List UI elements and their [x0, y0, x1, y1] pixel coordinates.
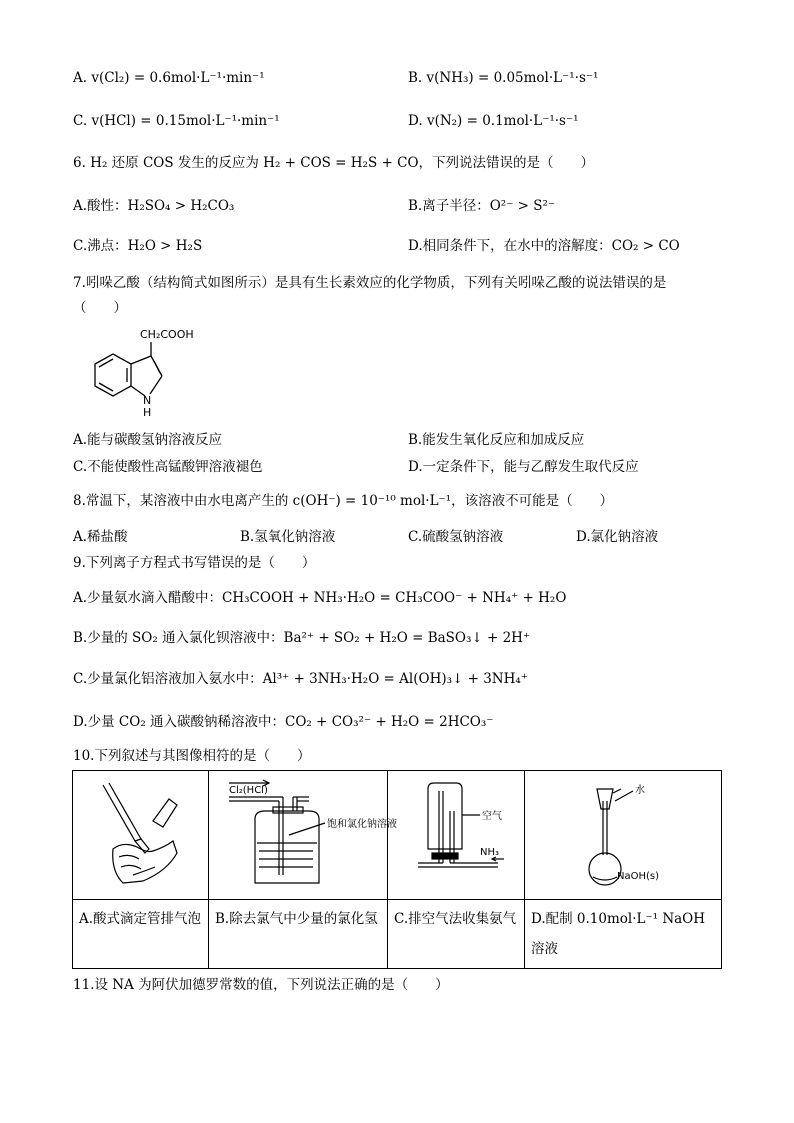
- q11-stem: 11.设 NA 为阿伏加德罗常数的值，下列说法正确的是（ ）: [73, 977, 449, 993]
- q7-option-c: C.不能使酸性高锰酸钾溶液褪色: [73, 459, 263, 475]
- q6-option-a: A.酸性：H₂SO₄ > H₂CO₃: [73, 198, 235, 214]
- d-label-naoh: NaOH(s): [617, 871, 660, 882]
- q10-figure-d: [525, 771, 722, 900]
- q10-figure-a: [73, 771, 209, 900]
- q10-figure-b: [209, 771, 397, 900]
- q10-figure-c: [388, 771, 525, 900]
- q9-option-d: D.少量 CO₂ 通入碳酸钠稀溶液中：CO₂ + CO₃²⁻ + H₂O = 2HCO₃⁻: [73, 714, 494, 730]
- q10-caption-d: D.配制 0.10mol·L⁻¹ NaOH 溶液: [525, 900, 722, 969]
- b-label-gas: Cl₂(HCl): [229, 785, 268, 796]
- q10-figure-table: [72, 770, 722, 969]
- c-label-nh3: NH₃: [480, 847, 500, 858]
- b-label-solution: 饱和氯化钠溶液: [327, 819, 397, 830]
- q7-option-b: B.能发生氧化反应和加成反应: [408, 432, 585, 448]
- q8-stem: 8.常温下，某溶液中由水电离产生的 c(OH⁻) = 10⁻¹⁰ mol·L⁻¹，该溶液不可能是（ ）: [73, 493, 614, 509]
- q9-option-a: A.少量氨水滴入醋酸中：CH₃COOH + NH₃·H₂O = CH₃COO⁻ + NH₄⁺ + H₂O: [73, 590, 567, 606]
- q5-option-c-formula: v(HCl) = 0.15mol·L⁻¹·min⁻¹: [91, 113, 280, 129]
- q8-option-c: C.硫酸氢钠溶液: [408, 529, 504, 545]
- d-label-water: 水: [635, 785, 645, 796]
- q6-option-b: B.离子半径：O²⁻ > S²⁻: [408, 198, 555, 214]
- q5-option-b: B. v(NH₃) = 0.05mol·L⁻¹·s⁻¹: [408, 70, 599, 86]
- gas-collection-bottle-illustration: [388, 771, 524, 895]
- q9-stem: 9.下列离子方程式书写错误的是（ ）: [73, 555, 316, 571]
- q6-stem: 6. H₂ 还原 COS 发生的反应为 H₂ + COS = H₂S + CO，下列说法错误的是（ ）: [73, 155, 595, 171]
- q10-caption-c: C.排空气法收集氨气: [388, 900, 525, 969]
- q7-stem-line2: （ ）: [73, 300, 127, 316]
- q10-caption-a: A.酸式滴定管排气泡: [73, 900, 209, 969]
- q10-stem: 10.下列叙述与其图像相符的是（ ）: [73, 748, 311, 764]
- q5-option-d-formula: v(N₂) = 0.1mol·L⁻¹·s⁻¹: [426, 113, 579, 129]
- gas-washing-bottle-illustration: [209, 771, 397, 895]
- c-label-air: 空气: [482, 811, 502, 822]
- q9-option-b: B.少量的 SO₂ 通入氯化钡溶液中：Ba²⁺ + SO₂ + H₂O = BaSO₃↓ + 2H⁺: [73, 630, 531, 646]
- q7-stem-line1: 7.吲哚乙酸（结构简式如图所示）是具有生长素效应的化学物质，下列有关吲哚乙酸的说法错误的是: [73, 275, 667, 291]
- q7-option-d: D.一定条件下，能与乙醇发生取代反应: [408, 459, 639, 475]
- q7-option-a: A.能与碳酸氢钠溶液反应: [73, 432, 223, 448]
- q5-option-c: C. v(HCl) = 0.15mol·L⁻¹·min⁻¹: [73, 113, 280, 129]
- q5-option-b-formula: v(NH₃) = 0.05mol·L⁻¹·s⁻¹: [426, 70, 599, 86]
- structure-label-h: H: [143, 406, 152, 419]
- q9-option-c: C.少量氯化铝溶液加入氨水中：Al³⁺ + 3NH₃·H₂O = Al(OH)₃↓ + 3NH₄⁺: [73, 671, 528, 687]
- indoleacetic-acid-structure: [70, 324, 220, 424]
- volumetric-flask-illustration: [525, 771, 721, 895]
- q8-option-a: A.稀盐酸: [73, 529, 128, 545]
- q6-option-c: C.沸点：H₂O > H₂S: [73, 238, 203, 254]
- q8-option-b: B.氢氧化钠溶液: [240, 529, 336, 545]
- structure-label-n: N: [143, 394, 152, 407]
- q10-caption-b: B.除去氯气中少量的氯化氢: [209, 900, 388, 969]
- q8-option-d: D.氯化钠溶液: [576, 529, 659, 545]
- q5-option-a-formula: v(Cl₂) = 0.6mol·L⁻¹·min⁻¹: [91, 70, 265, 86]
- burette-illustration: [73, 771, 207, 895]
- q5-option-a: A. v(Cl₂) = 0.6mol·L⁻¹·min⁻¹: [73, 70, 265, 86]
- q6-option-d: D.相同条件下，在水中的溶解度：CO₂ > CO: [408, 238, 680, 254]
- q5-option-d: D. v(N₂) = 0.1mol·L⁻¹·s⁻¹: [408, 113, 579, 129]
- structure-label-ch2cooh: CH₂COOH: [140, 328, 194, 341]
